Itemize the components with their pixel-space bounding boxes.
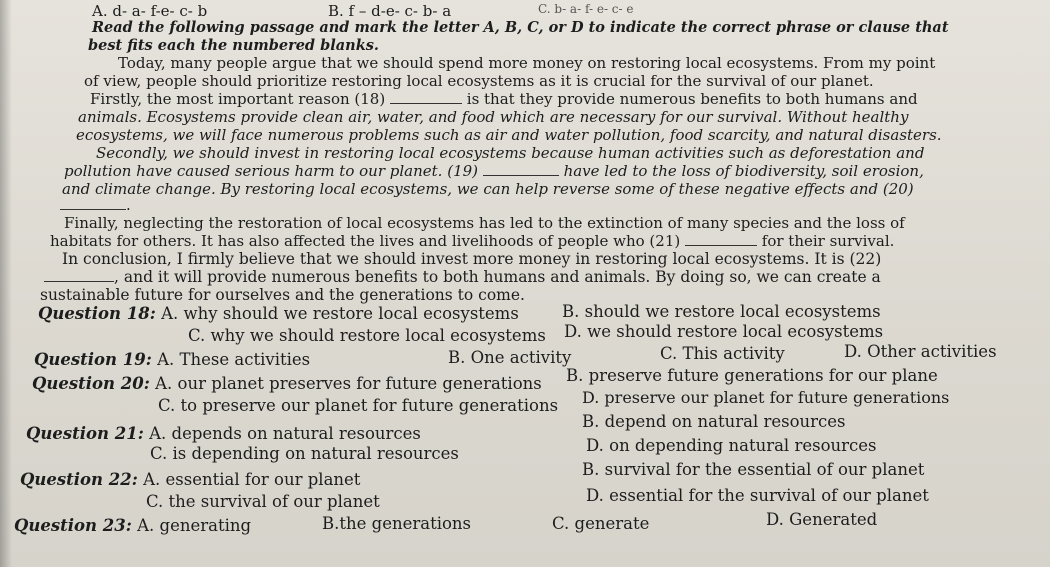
passage-text: is that they provide numerous benefits to both humans and [466, 90, 918, 108]
option-a[interactable]: A. why should we restore local ecosystems [161, 304, 519, 323]
question-label: Question 23: [14, 516, 132, 535]
passage-text: for their survival. [761, 232, 895, 250]
passage-line: ecosystems, we will face numerous problems such as air and water pollution, food scarcity, and natural disasters. [76, 126, 942, 144]
question-20 [32, 374, 542, 394]
option-c[interactable]: C. why we should restore local ecosystems [188, 326, 546, 345]
passage-line [44, 268, 881, 286]
option-a[interactable]: A. essential for our planet [143, 470, 361, 489]
prev-answer-c: C. b- a- f- e- c- e [538, 2, 634, 16]
passage-text: , and it will provide numerous benefits to both humans and animals. By doing so, we can create a [114, 268, 881, 286]
question-21 [26, 424, 421, 444]
blank-20 [60, 209, 126, 210]
option-d[interactable]: D. preserve our planet for future generations [582, 388, 950, 407]
option-b[interactable]: B. depend on natural resources [582, 412, 846, 431]
prev-answer-b: B. f – d-e- c- b- a [328, 2, 452, 20]
passage-line: In conclusion, I firmly believe that we should invest more money in restoring local ecosystems. It is (22) [62, 250, 882, 268]
passage-text: pollution have caused serious harm to our planet. (19) [64, 162, 479, 180]
passage-line: of view, people should prioritize restoring local ecosystems as it is crucial for the survival of our planet. [84, 72, 874, 90]
instructions-line-1: Read the following passage and mark the letter A, B, C, or D to indicate the correct phrase or clause that [92, 19, 949, 36]
passage-line: and climate change. By restoring local ecosystems, we can help reverse some of these negative effects and (20) [62, 180, 914, 198]
instructions-line-2: best fits each the numbered blanks. [88, 37, 379, 54]
option-c[interactable]: C. generate [552, 514, 650, 533]
passage-line [60, 196, 131, 214]
option-b[interactable]: B. should we restore local ecosystems [562, 302, 881, 321]
option-c[interactable]: C. to preserve our planet for future generations [158, 396, 559, 415]
option-a[interactable]: A. These activities [157, 350, 311, 369]
option-c[interactable]: C. This activity [660, 344, 785, 363]
passage-line: Today, many people argue that we should spend more money on restoring local ecosystems. From my point [118, 54, 936, 72]
option-a[interactable]: A. depends on natural resources [149, 424, 421, 443]
blank-21 [685, 245, 757, 246]
option-a[interactable]: A. generating [137, 516, 252, 535]
option-d[interactable]: D. on depending natural resources [586, 436, 877, 455]
passage-line: animals. Ecosystems provide clean air, water, and food which are necessary for our survival. Without healthy [78, 108, 909, 126]
option-b[interactable]: B. One activity [448, 348, 572, 367]
option-c[interactable]: C. is depending on natural resources [150, 444, 459, 463]
option-a[interactable]: A. our planet preserves for future generations [155, 374, 542, 393]
question-label: Question 20: [32, 374, 150, 393]
question-label: Question 21: [26, 424, 144, 443]
question-label: Question 19: [34, 350, 152, 369]
passage-text: . [126, 196, 131, 214]
passage-text: Firstly, the most important reason (18) [90, 90, 386, 108]
passage-line: sustainable future for ourselves and the generations to come. [40, 286, 525, 304]
option-d[interactable]: D. Other activities [844, 342, 997, 361]
option-d[interactable]: D. essential for the survival of our planet [586, 486, 929, 505]
option-b[interactable]: B. survival for the essential of our planet [582, 460, 925, 479]
option-b[interactable]: B.the generations [322, 514, 472, 533]
prev-answer-a: A. d- a- f-e- c- b [92, 2, 208, 20]
passage-text: habitats for others. It has also affected the lives and livelihoods of people who (21) [50, 232, 681, 250]
passage-line: Finally, neglecting the restoration of local ecosystems has led to the extinction of many species and the loss of [64, 214, 905, 232]
passage-line: Secondly, we should invest in restoring local ecosystems because human activities such as deforestation and [96, 144, 925, 162]
question-18 [38, 304, 519, 324]
question-22 [20, 470, 360, 490]
question-23 [14, 516, 251, 536]
question-label: Question 22: [20, 470, 138, 489]
blank-22 [44, 281, 114, 282]
page-shadow [0, 0, 12, 567]
option-c[interactable]: C. the survival of our planet [146, 492, 380, 511]
blank-19 [483, 175, 559, 176]
passage-line [64, 162, 924, 180]
blank-18 [390, 103, 462, 104]
passage-line [90, 90, 918, 108]
passage-text: have led to the loss of biodiversity, soil erosion, [563, 162, 924, 180]
question-label: Question 18: [38, 304, 156, 323]
passage-line [50, 232, 894, 250]
option-b[interactable]: B. preserve future generations for our plane [566, 366, 938, 385]
option-d[interactable]: D. we should restore local ecosystems [564, 322, 884, 341]
question-19 [34, 350, 310, 370]
option-d[interactable]: D. Generated [766, 510, 878, 529]
